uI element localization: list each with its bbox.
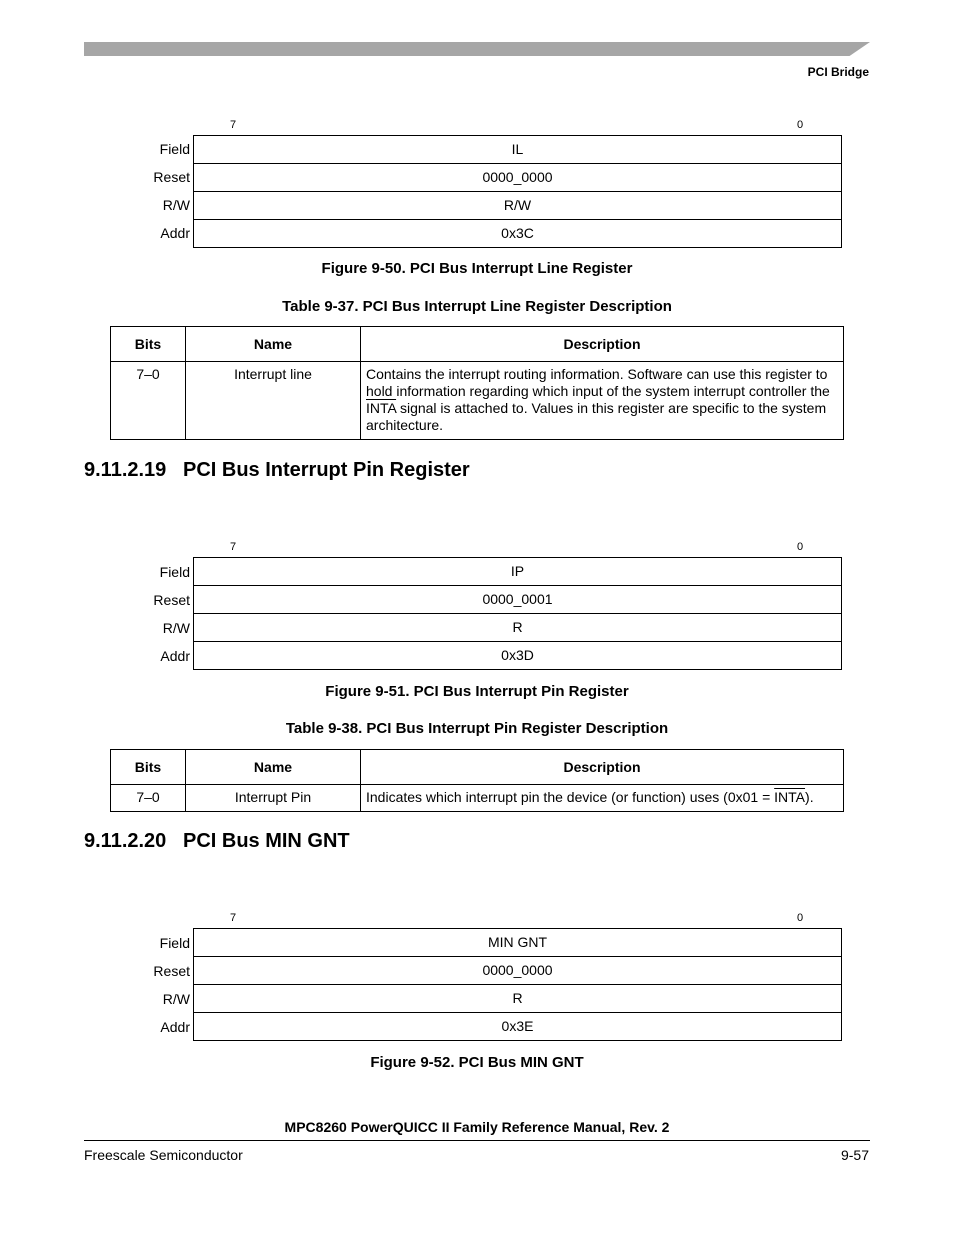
bit-number-low: 0 <box>797 541 804 553</box>
register-box <box>193 928 842 1041</box>
cell-bits: 7–0 <box>111 362 186 440</box>
bit-number-high: 7 <box>230 912 237 924</box>
signal-name: INTA <box>366 400 397 416</box>
row-label-field: Field <box>159 935 190 951</box>
section-heading: 9.11.2.19 PCI Bus Interrupt Pin Register <box>84 459 470 481</box>
section-heading: 9.11.2.20 PCI Bus MIN GNT <box>84 830 350 852</box>
field-value: MIN GNT <box>194 929 841 957</box>
addr-value: 0x3C <box>501 225 534 241</box>
description-text: Indicates which interrupt pin the device (or function) uses (0x01 = <box>366 789 775 805</box>
description-table-interrupt-pin <box>110 749 844 812</box>
table-row <box>111 362 844 440</box>
row-label-addr: Addr <box>160 648 190 664</box>
figure-caption: Figure 9-51. PCI Bus Interrupt Pin Register <box>325 683 629 700</box>
bit-number-low: 0 <box>797 912 804 924</box>
row-label-rw: R/W <box>162 197 190 213</box>
field-value: IP <box>194 558 841 586</box>
description-text-end: ). <box>805 789 814 805</box>
bit-number-high: 7 <box>230 541 237 553</box>
running-header: PCI Bridge <box>807 65 869 79</box>
footer-company: Freescale Semiconductor <box>84 1147 243 1163</box>
column-header-name: Name <box>186 750 361 785</box>
column-header-description: Description <box>361 750 844 785</box>
row-label-reset: Reset <box>153 963 190 979</box>
row-label-reset: Reset <box>153 169 190 185</box>
addr-value: 0x3D <box>501 647 534 663</box>
table-row <box>111 785 844 812</box>
cell-description <box>361 362 844 440</box>
figure-caption: Figure 9-50. PCI Bus Interrupt Line Register <box>321 260 633 277</box>
row-label-rw: R/W <box>162 620 190 636</box>
register-box <box>193 135 842 248</box>
table-caption: Table 9-37. PCI Bus Interrupt Line Register Description <box>282 298 672 315</box>
description-text-end: signal is attached to. Values in this register are specific to the system architecture. <box>366 400 827 433</box>
description-text: Contains the interrupt routing information. Software can use this register to hold information regarding which input of the system interrupt controller the <box>366 366 830 399</box>
header-bar <box>84 42 870 56</box>
row-label-rw: R/W <box>162 991 190 1007</box>
table-header-row <box>111 327 844 362</box>
reset-value: 0000_0000 <box>194 164 841 192</box>
row-label-field: Field <box>159 141 190 157</box>
cell-name: Interrupt Pin <box>186 785 361 812</box>
cell-description <box>361 785 844 812</box>
field-value: IL <box>194 136 841 164</box>
rw-value: R <box>194 985 841 1013</box>
register-box <box>193 557 842 670</box>
rw-value: R <box>194 614 841 642</box>
table-caption: Table 9-38. PCI Bus Interrupt Pin Register Description <box>285 720 669 737</box>
row-label-reset: Reset <box>153 592 190 608</box>
signal-name: INTA <box>774 789 806 805</box>
bit-number-high: 7 <box>230 119 237 131</box>
reset-value: 0000_0001 <box>194 586 841 614</box>
page-number: 9-57 <box>840 1147 869 1163</box>
cell-bits: 7–0 <box>111 785 186 812</box>
figure-caption: Figure 9-52. PCI Bus MIN GNT <box>370 1054 584 1071</box>
column-header-description: Description <box>361 327 844 362</box>
description-table-interrupt-line <box>110 326 844 440</box>
bit-number-low: 0 <box>797 119 804 131</box>
cell-name: Interrupt line <box>186 362 361 440</box>
row-label-field: Field <box>159 564 190 580</box>
table-header-row <box>111 750 844 785</box>
row-label-addr: Addr <box>160 225 190 241</box>
column-header-name: Name <box>186 327 361 362</box>
rw-value: R/W <box>194 192 841 220</box>
column-header-bits: Bits <box>111 750 186 785</box>
footer-manual-title: MPC8260 PowerQUICC II Family Reference Manual, Rev. 2 <box>284 1119 670 1135</box>
addr-value: 0x3E <box>501 1018 534 1034</box>
reset-value: 0000_0000 <box>194 957 841 985</box>
footer-divider <box>84 1140 870 1141</box>
column-header-bits: Bits <box>111 327 186 362</box>
row-label-addr: Addr <box>160 1019 190 1035</box>
